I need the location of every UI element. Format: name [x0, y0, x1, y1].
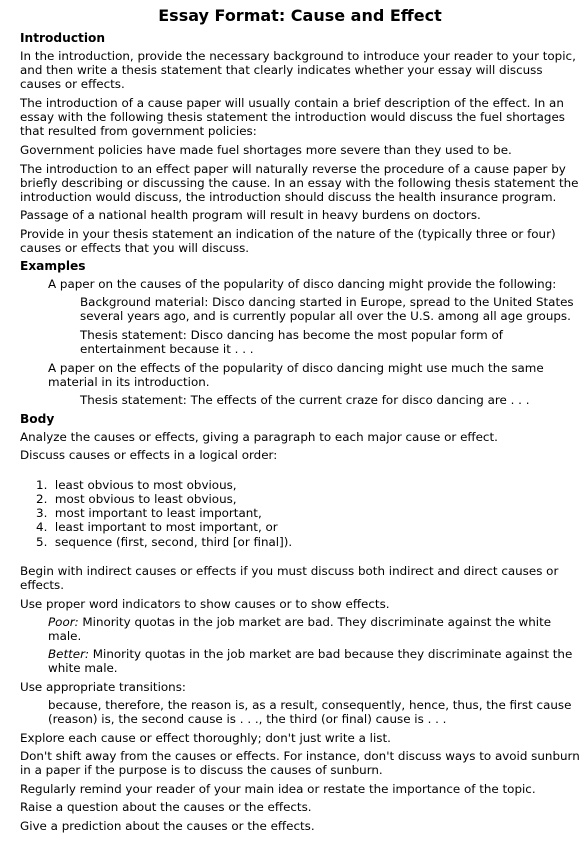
list-item-text: sequence (first, second, third [or final]). — [54, 535, 293, 549]
poor-example-cont: male. — [48, 629, 82, 643]
section-heading-examples: Examples — [20, 259, 86, 273]
body-line: in a paper if the purpose is to discuss the causes of sunburn. — [20, 763, 383, 777]
transitions-line: because, therefore, the reason is, as a result, consequently, hence, thus, the first cause — [48, 698, 572, 712]
intro-paragraph-line: briefly describing or discussing the cause. In an essay with the following thesis statement the — [20, 176, 579, 190]
example-line: Background material: Disco dancing started in Europe, spread to the United States — [80, 295, 574, 309]
intro-paragraph-line: introduction would discuss, the introduction should discuss the health insurance program. — [20, 190, 557, 204]
intro-paragraph-line: The introduction to an effect paper will naturally reverse the procedure of a cause paper by — [20, 162, 566, 176]
intro-paragraph-line: causes or effects. — [20, 77, 125, 91]
intro-paragraph-line: Provide in your thesis statement an indication of the nature of the (typically three or four) — [20, 227, 556, 241]
intro-paragraph-line: Passage of a national health program will result in heavy burdens on doctors. — [20, 208, 481, 222]
section-heading-body: Body — [20, 412, 55, 426]
example-line: material in its introduction. — [48, 375, 210, 389]
poor-label: Poor: — [48, 615, 79, 629]
transitions-line: (reason) is, the second cause is . . ., the third (or final) cause is . . . — [48, 712, 447, 726]
body-line: Analyze the causes or effects, giving a paragraph to each major cause or effect. — [20, 430, 498, 444]
poor-example — [48, 615, 551, 629]
intro-paragraph-line: causes or effects that you will discuss. — [20, 241, 250, 255]
intro-paragraph-line: In the introduction, provide the necessary background to introduce your reader to your topic, — [20, 49, 576, 63]
body-line: Discuss causes or effects in a logical order: — [20, 448, 278, 462]
section-heading-introduction: Introduction — [20, 31, 106, 45]
intro-paragraph-line: essay with the following thesis statement the introduction would discuss the fuel shortages — [20, 110, 565, 124]
list-item — [36, 492, 237, 506]
body-line: Use proper word indicators to show causes or to show effects. — [20, 597, 390, 611]
list-number: 3. — [36, 506, 48, 520]
list-item — [36, 478, 237, 492]
list-item-text: least obvious to most obvious, — [54, 478, 237, 492]
example-line: Thesis statement: The effects of the current craze for disco dancing are . . . — [80, 393, 530, 407]
body-line: effects. — [20, 578, 64, 592]
list-item-text: most important to least important, — [54, 506, 262, 520]
body-line: Regularly remind your reader of your main idea or restate the importance of the topic. — [20, 782, 536, 796]
example-line: several years ago, and is currently popular all over the U.S. among all age groups. — [80, 309, 571, 323]
better-text: Minority quotas in the job market are bad because they discriminate against the — [89, 647, 573, 661]
poor-text: Minority quotas in the job market are bad. They discriminate against the white — [78, 615, 552, 629]
example-line: Thesis statement: Disco dancing has become the most popular form of — [80, 328, 503, 342]
list-item-text: least important to most important, or — [54, 520, 278, 534]
intro-paragraph-line: The introduction of a cause paper will usually contain a brief description of the effect. In an — [20, 96, 564, 110]
list-number: 5. — [36, 535, 48, 549]
list-item-text: most obvious to least obvious, — [54, 492, 237, 506]
list-number: 2. — [36, 492, 48, 506]
body-line: Begin with indirect causes or effects if you must discuss both indirect and direct causes or — [20, 564, 559, 578]
better-example — [48, 647, 572, 661]
intro-paragraph-line: and then write a thesis statement that clearly indicates whether your essay will discuss — [20, 63, 543, 77]
body-line: Raise a question about the causes or the effects. — [20, 800, 312, 814]
body-line: Use appropriate transitions: — [20, 680, 186, 694]
better-label: Better: — [48, 647, 90, 661]
list-number: 4. — [36, 520, 48, 534]
intro-paragraph-line: that resulted from government policies: — [20, 124, 257, 138]
body-line: Explore each cause or effect thoroughly; don't just write a list. — [20, 731, 391, 745]
list-item — [36, 535, 292, 549]
intro-paragraph-line: Government policies have made fuel shortages more severe than they used to be. — [20, 143, 512, 157]
page-title: Essay Format: Cause and Effect — [158, 6, 442, 25]
body-line: Don't shift away from the causes or effects. For instance, don't discuss ways to avoid sunburn — [20, 749, 580, 763]
list-item — [36, 506, 262, 520]
better-example-cont: white male. — [48, 661, 118, 675]
body-line: Give a prediction about the causes or the effects. — [20, 819, 315, 833]
example-line: A paper on the effects of the popularity of disco dancing might use much the same — [48, 361, 544, 375]
example-line: A paper on the causes of the popularity of disco dancing might provide the following: — [48, 277, 557, 291]
list-item — [36, 520, 278, 534]
list-number: 1. — [36, 478, 48, 492]
example-line: entertainment because it . . . — [80, 342, 254, 356]
